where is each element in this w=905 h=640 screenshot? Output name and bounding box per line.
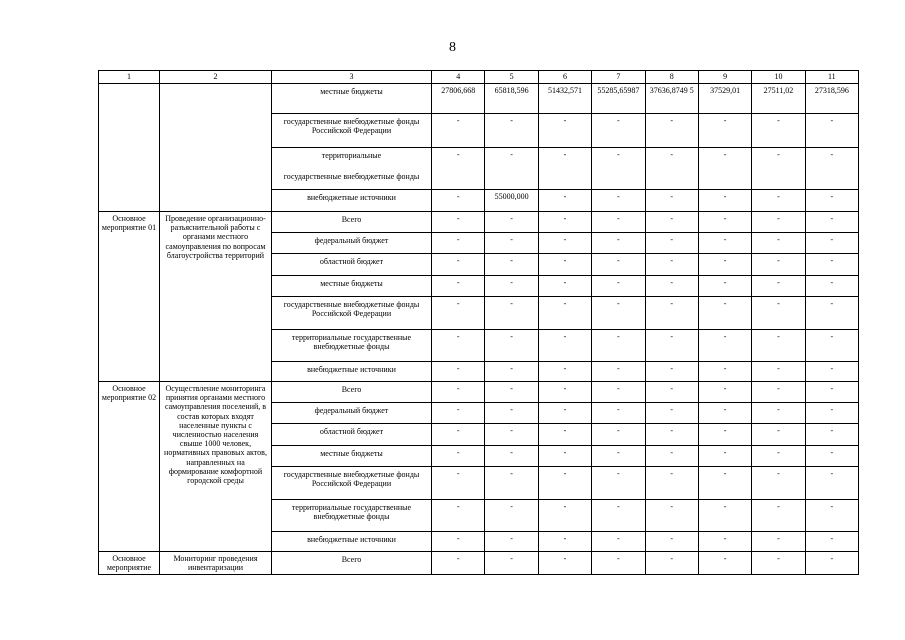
- column-header: 3: [272, 71, 432, 84]
- table-row: [99, 212, 859, 233]
- value-cell: -: [538, 446, 591, 467]
- value-cell: -: [538, 467, 591, 500]
- value-cell: -: [752, 190, 805, 212]
- value-cell: -: [538, 190, 591, 212]
- column-header: 1: [99, 71, 160, 84]
- value-cell: -: [485, 212, 538, 233]
- value-cell: -: [485, 424, 538, 446]
- value-cell: 27806,668: [432, 84, 485, 114]
- value-cell: -: [752, 467, 805, 500]
- value-cell: -: [645, 330, 698, 362]
- value-cell: -: [538, 276, 591, 297]
- source-cell: внебюджетные источники: [272, 190, 432, 212]
- source-cell: федеральный бюджет: [272, 403, 432, 424]
- value-cell: -: [645, 233, 698, 254]
- value-cell: -: [698, 532, 751, 552]
- value-cell: -: [592, 382, 645, 403]
- source-cell: Всего: [272, 552, 432, 575]
- value-cell: -: [592, 212, 645, 233]
- value-cell: -: [805, 212, 858, 233]
- value-cell: -: [645, 552, 698, 575]
- value-cell: -: [752, 403, 805, 424]
- value-cell: -: [752, 424, 805, 446]
- value-cell: -: [432, 297, 485, 330]
- value-cell: -: [592, 403, 645, 424]
- source-cell: внебюджетные источники: [272, 532, 432, 552]
- value-cell: -: [538, 362, 591, 382]
- value-cell: -: [805, 190, 858, 212]
- value-cell: -: [538, 114, 591, 148]
- value-cell: -: [805, 467, 858, 500]
- value-cell: -: [432, 233, 485, 254]
- source-cell: государственные внебюджетные фонды Российской Федерации: [272, 114, 432, 148]
- value-cell: -: [592, 532, 645, 552]
- column-header: 4: [432, 71, 485, 84]
- value-cell: -: [485, 446, 538, 467]
- value-cell: -: [645, 382, 698, 403]
- value-cell: -: [432, 446, 485, 467]
- value-cell: -: [752, 500, 805, 532]
- value-cell: -: [698, 403, 751, 424]
- value-cell: -: [805, 330, 858, 362]
- value-cell: -: [752, 254, 805, 276]
- value-cell: -: [592, 467, 645, 500]
- value-cell: -: [645, 446, 698, 467]
- value-cell: -: [805, 382, 858, 403]
- value-cell: -: [485, 532, 538, 552]
- value-cell: 27511,02: [752, 84, 805, 114]
- value-cell: 27318,596: [805, 84, 858, 114]
- value-cell: -: [592, 233, 645, 254]
- value-cell: -: [645, 500, 698, 532]
- value-cell: -: [645, 297, 698, 330]
- value-cell: -: [592, 330, 645, 362]
- source-text: территориальные: [321, 151, 382, 160]
- column-header: 9: [698, 71, 751, 84]
- value-cell: -: [805, 362, 858, 382]
- value-cell: -: [485, 297, 538, 330]
- value-cell: -: [805, 403, 858, 424]
- value-cell: -: [432, 467, 485, 500]
- value-cell: -: [698, 446, 751, 467]
- source-cell: территориальные государственные внебюджетные фонды: [272, 500, 432, 532]
- header-row: [99, 71, 859, 84]
- value-cell: -: [805, 297, 858, 330]
- table-row: [99, 382, 859, 403]
- value-cell: -: [538, 297, 591, 330]
- value-cell: -: [698, 114, 751, 148]
- value-cell: -: [698, 424, 751, 446]
- value-cell: -: [752, 532, 805, 552]
- value-cell: -: [538, 403, 591, 424]
- value-cell: -: [805, 424, 858, 446]
- value-cell: -: [592, 254, 645, 276]
- value-cell: -: [538, 552, 591, 575]
- value-cell: -: [538, 382, 591, 403]
- source-text: государственные внебюджетные фонды: [283, 172, 420, 182]
- value-cell: -: [805, 276, 858, 297]
- source-cell: областной бюджет: [272, 424, 432, 446]
- value-cell: -: [752, 362, 805, 382]
- value-cell: -: [698, 276, 751, 297]
- source-cell: местные бюджеты: [272, 446, 432, 467]
- value-cell: 37636,8749 5: [645, 84, 698, 114]
- value-cell: -: [432, 190, 485, 212]
- value-cell: -: [538, 500, 591, 532]
- budget-table: [98, 70, 859, 575]
- source-cell: Всего: [272, 212, 432, 233]
- value-cell: -: [485, 114, 538, 148]
- column-header: 8: [645, 71, 698, 84]
- table-row: [99, 84, 859, 114]
- value-cell: -: [698, 500, 751, 532]
- value-cell: -: [805, 233, 858, 254]
- page-number: 8: [449, 40, 456, 55]
- value-cell: -: [432, 276, 485, 297]
- value-cell: -: [485, 362, 538, 382]
- source-cell: федеральный бюджет: [272, 233, 432, 254]
- value-cell: -: [485, 148, 538, 190]
- value-cell: -: [432, 382, 485, 403]
- value-cell: -: [592, 190, 645, 212]
- value-cell: -: [432, 552, 485, 575]
- value-cell: -: [752, 446, 805, 467]
- value-cell: -: [538, 254, 591, 276]
- value-cell: -: [592, 148, 645, 190]
- value-cell: -: [485, 276, 538, 297]
- description-cell: Мониторинг проведения инвентаризации: [160, 552, 272, 575]
- value-cell: -: [805, 446, 858, 467]
- source-cell: областной бюджет: [272, 254, 432, 276]
- source-cell: государственные внебюджетные фонды Российской Федерации: [272, 297, 432, 330]
- source-cell: Всего: [272, 382, 432, 403]
- value-cell: 51432,571: [538, 84, 591, 114]
- value-cell: -: [432, 424, 485, 446]
- value-cell: -: [698, 148, 751, 190]
- description-cell: Осуществление мониторинга принятия органами местного самоуправления поселений, в состав которых входят населенные пункты с численностью населения свыше 1000 человек, нормативных правовых актов, направленных на формирование комфортной городской среды: [160, 382, 272, 552]
- value-cell: -: [645, 362, 698, 382]
- value-cell: -: [485, 500, 538, 532]
- source-cell: внебюджетные источники: [272, 362, 432, 382]
- value-cell: -: [752, 233, 805, 254]
- value-cell: -: [432, 362, 485, 382]
- value-cell: 37529,01: [698, 84, 751, 114]
- description-cell: Проведение организационно-разъяснительной работы с органами местного самоуправления по вопросам благоустройства территорий: [160, 212, 272, 382]
- value-cell: -: [698, 254, 751, 276]
- value-cell: -: [485, 233, 538, 254]
- value-cell: -: [645, 424, 698, 446]
- value-cell: -: [432, 330, 485, 362]
- value-cell: -: [698, 297, 751, 330]
- source-cell: государственные внебюджетные фонды Российской Федерации: [272, 467, 432, 500]
- value-cell: -: [752, 212, 805, 233]
- source-cell: [272, 148, 432, 190]
- value-cell: -: [645, 114, 698, 148]
- table-body: [99, 71, 859, 575]
- source-cell: местные бюджеты: [272, 84, 432, 114]
- source-cell: территориальные государственные внебюджетные фонды: [272, 330, 432, 362]
- value-cell: 55000,000: [485, 190, 538, 212]
- column-header: 6: [538, 71, 591, 84]
- value-cell: -: [752, 148, 805, 190]
- value-cell: -: [752, 382, 805, 403]
- value-cell: -: [538, 424, 591, 446]
- value-cell: -: [645, 276, 698, 297]
- value-cell: -: [592, 446, 645, 467]
- value-cell: -: [592, 424, 645, 446]
- value-cell: -: [592, 362, 645, 382]
- value-cell: -: [698, 233, 751, 254]
- value-cell: -: [645, 532, 698, 552]
- value-cell: -: [432, 500, 485, 532]
- value-cell: -: [645, 467, 698, 500]
- column-header: 7: [592, 71, 645, 84]
- value-cell: -: [645, 148, 698, 190]
- source-cell: местные бюджеты: [272, 276, 432, 297]
- event-cell: Основное мероприятие: [99, 552, 160, 575]
- column-header: 2: [160, 71, 272, 84]
- value-cell: -: [485, 467, 538, 500]
- value-cell: -: [592, 500, 645, 532]
- value-cell: -: [752, 276, 805, 297]
- value-cell: -: [592, 297, 645, 330]
- value-cell: -: [538, 148, 591, 190]
- event-cell: [99, 84, 160, 212]
- column-header: 11: [805, 71, 858, 84]
- value-cell: -: [485, 382, 538, 403]
- value-cell: -: [752, 330, 805, 362]
- value-cell: -: [538, 532, 591, 552]
- table-row: [99, 552, 859, 575]
- value-cell: -: [805, 114, 858, 148]
- value-cell: -: [592, 552, 645, 575]
- value-cell: -: [485, 330, 538, 362]
- value-cell: -: [538, 233, 591, 254]
- value-cell: -: [645, 212, 698, 233]
- value-cell: -: [645, 254, 698, 276]
- value-cell: -: [805, 254, 858, 276]
- value-cell: -: [698, 382, 751, 403]
- value-cell: -: [698, 552, 751, 575]
- value-cell: -: [752, 552, 805, 575]
- value-cell: -: [485, 552, 538, 575]
- value-cell: -: [592, 114, 645, 148]
- column-header: 10: [752, 71, 805, 84]
- value-cell: -: [805, 148, 858, 190]
- value-cell: -: [698, 362, 751, 382]
- value-cell: -: [645, 190, 698, 212]
- value-cell: -: [752, 297, 805, 330]
- value-cell: -: [752, 114, 805, 148]
- value-cell: -: [432, 254, 485, 276]
- value-cell: -: [538, 212, 591, 233]
- value-cell: -: [698, 330, 751, 362]
- value-cell: -: [432, 403, 485, 424]
- value-cell: -: [698, 190, 751, 212]
- value-cell: -: [538, 330, 591, 362]
- value-cell: -: [432, 148, 485, 190]
- value-cell: -: [805, 532, 858, 552]
- event-cell: Основное мероприятие 02: [99, 382, 160, 552]
- event-cell: Основное мероприятие 01: [99, 212, 160, 382]
- value-cell: -: [805, 552, 858, 575]
- value-cell: 55285,65987: [592, 84, 645, 114]
- column-header: 5: [485, 71, 538, 84]
- value-cell: -: [645, 403, 698, 424]
- value-cell: -: [592, 276, 645, 297]
- description-cell: [160, 84, 272, 212]
- value-cell: -: [698, 467, 751, 500]
- value-cell: -: [432, 212, 485, 233]
- value-cell: -: [485, 254, 538, 276]
- value-cell: 65818,596: [485, 84, 538, 114]
- value-cell: -: [432, 114, 485, 148]
- value-cell: -: [432, 532, 485, 552]
- value-cell: -: [805, 500, 858, 532]
- value-cell: -: [698, 212, 751, 233]
- value-cell: -: [485, 403, 538, 424]
